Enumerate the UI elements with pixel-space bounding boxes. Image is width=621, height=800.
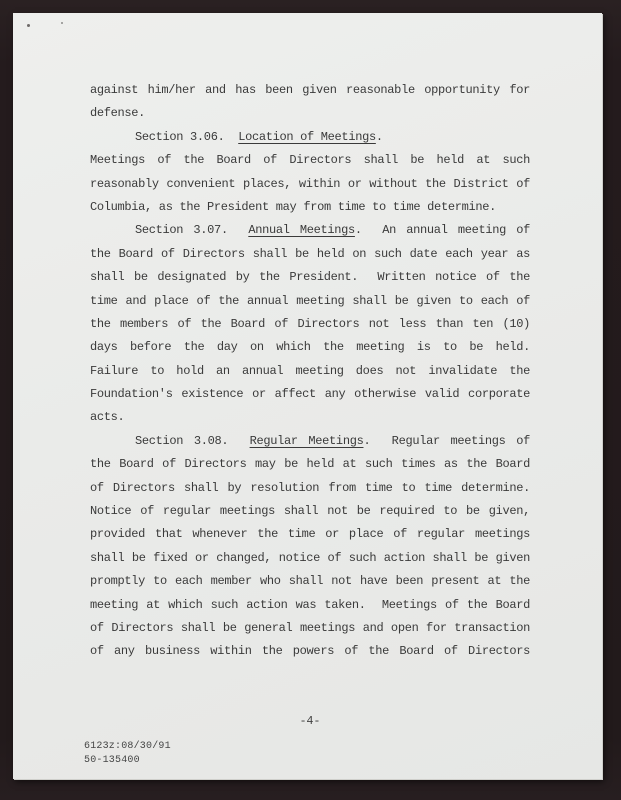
body-text: the Board of Directors shall be held on such date each year as <box>90 246 530 261</box>
body-text: the members of the Board of Directors not less than ten (10) <box>90 316 530 331</box>
body-text: Section 3.08. <box>135 433 250 448</box>
underlined-heading-text: Annual Meetings <box>248 223 355 238</box>
body-text: . An annual meeting of <box>354 223 530 238</box>
body-text: Section 3.06. <box>135 129 239 144</box>
text-line <box>90 266 530 289</box>
body-text: of Directors shall by resolution from time to time determine. <box>90 480 530 495</box>
text-line <box>90 126 530 149</box>
text-line <box>90 500 530 523</box>
body-text: Notice of regular meetings shall not be required to be given, <box>90 504 530 519</box>
document-id-line-2: 50-135400 <box>84 754 140 766</box>
text-line <box>90 640 530 663</box>
text-line <box>90 383 530 406</box>
text-line <box>90 430 530 453</box>
body-text: the Board of Directors may be held at such times as the Board <box>90 457 530 472</box>
body-text: of Directors shall be general meetings and open for transaction <box>90 620 530 635</box>
text-line <box>90 570 530 593</box>
document-id-line-1: 6123z:08/30/91 <box>84 741 171 752</box>
document-lines <box>90 79 530 664</box>
text-line <box>90 196 530 219</box>
body-text: shall be fixed or changed, notice of such action shall be given <box>90 550 530 565</box>
text-line <box>90 617 530 640</box>
text-line <box>90 79 530 102</box>
paper-speck <box>27 24 30 27</box>
page-number: -4- <box>299 715 321 728</box>
text-line <box>90 477 530 500</box>
body-text: . Regular meetings of <box>363 433 530 448</box>
body-text: reasonably convenient places, within or without the District of <box>90 176 530 191</box>
text-line <box>90 523 530 546</box>
text-line <box>90 406 530 429</box>
body-text: Failure to hold an annual meeting does not invalidate the <box>90 363 530 378</box>
body-text: of any business within the powers of the Board of Directors <box>90 644 530 659</box>
text-line <box>90 173 530 196</box>
body-text: provided that whenever the time or place of regular meetings <box>90 527 530 542</box>
document-id-block <box>84 740 171 767</box>
underlined-heading-text: Regular Meetings <box>249 433 364 448</box>
text-line <box>90 290 530 313</box>
text-line <box>90 453 530 476</box>
body-text: meeting at which such action was taken. Meetings of the Board <box>90 597 530 612</box>
text-line <box>90 594 530 617</box>
text-line <box>90 243 530 266</box>
body-text: Columbia, as the President may from time to time determine. <box>90 199 496 214</box>
body-text: acts. <box>90 410 125 425</box>
text-line <box>90 102 530 125</box>
body-text: . <box>375 129 383 144</box>
body-text: Section 3.07. <box>135 223 249 238</box>
text-line <box>90 149 530 172</box>
text-line <box>90 360 530 383</box>
text-line <box>90 313 530 336</box>
body-text: promptly to each member who shall not have been present at the <box>90 574 530 589</box>
body-text: shall be designated by the President. Written notice of the <box>90 270 530 285</box>
text-line <box>90 219 530 242</box>
paper-speck <box>61 22 63 24</box>
body-text: Meetings of the Board of Directors shall be held at such <box>90 153 530 168</box>
body-text: time and place of the annual meeting shall be given to each of <box>90 293 530 308</box>
document-page <box>13 13 602 779</box>
text-line <box>90 547 530 570</box>
body-text: defense. <box>90 106 146 121</box>
body-text: days before the day on which the meeting is to be held. <box>90 340 530 355</box>
body-text: Foundation's existence or affect any otherwise valid corporate <box>90 387 530 402</box>
underlined-heading-text: Location of Meetings <box>238 129 376 144</box>
text-line <box>90 336 530 359</box>
body-text: against him/her and has been given reasonable opportunity for <box>90 83 530 97</box>
